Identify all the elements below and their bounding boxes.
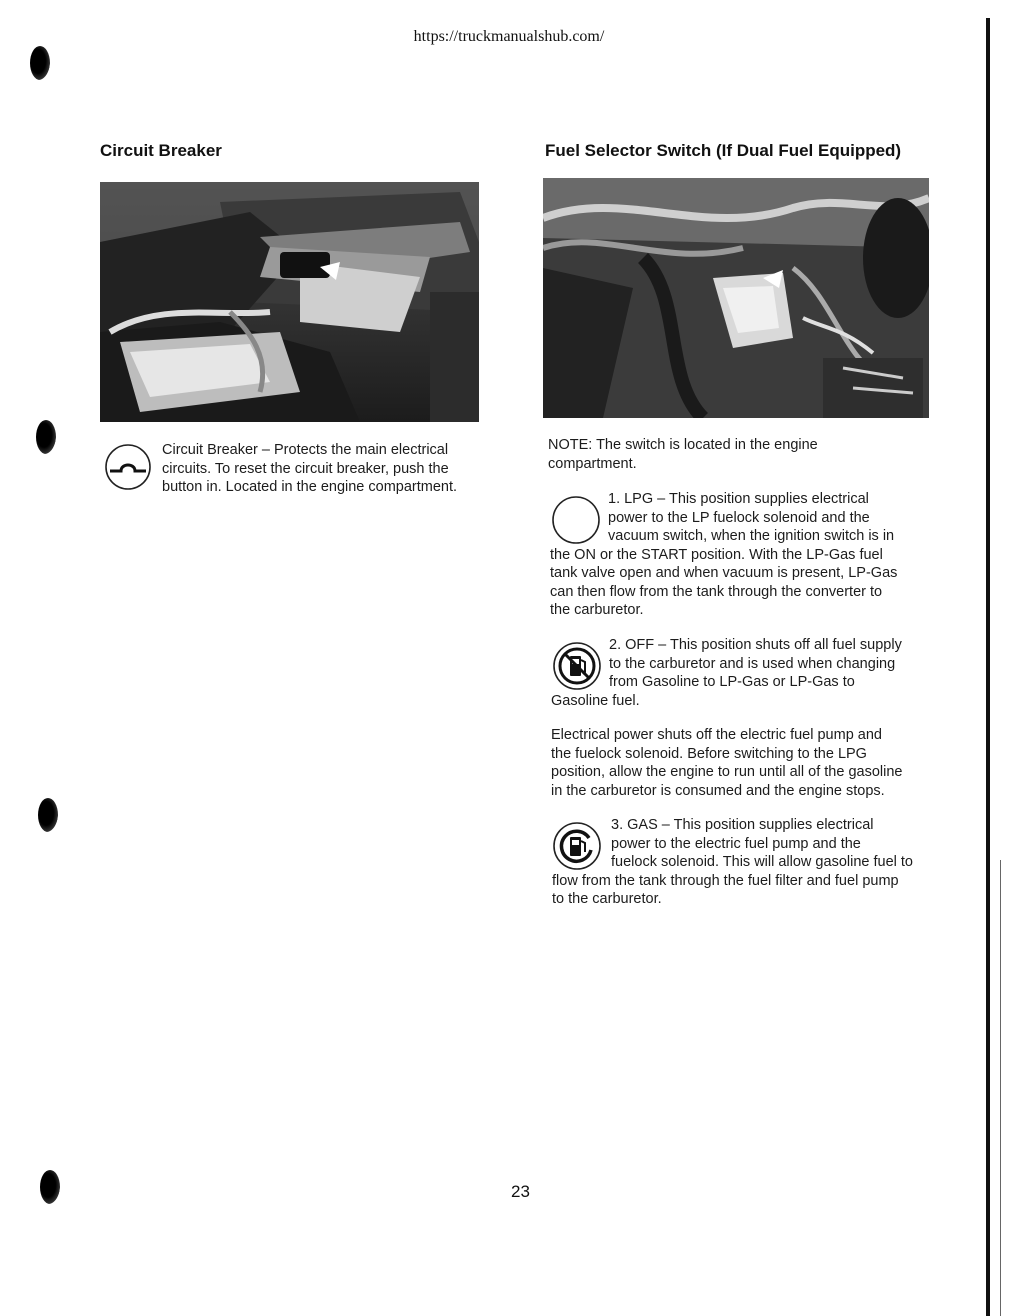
source-url: https://truckmanualshub.com/ — [413, 28, 605, 45]
scan-edge-line — [986, 18, 990, 1316]
circuit-breaker-icon — [104, 441, 152, 493]
lpg-position-icon — [550, 492, 602, 548]
gas-description-bottom: flow from the tank through the fuel filter and fuel pump to the carburetor. — [552, 872, 899, 907]
off-description-bottom: Gasoline fuel. — [551, 692, 640, 709]
fuel-selector-photo — [543, 178, 929, 418]
circuit-breaker-photo — [100, 182, 479, 422]
fuel-selector-heading: Fuel Selector Switch (If Dual Fuel Equipped) — [545, 141, 902, 160]
binder-hole-3 — [38, 798, 58, 832]
fuel-off-icon — [551, 638, 603, 694]
lpg-description-bottom: the ON or the START position. With the LP-Gas fuel tank valve open and when vacuum is present, LP-Gas can then flow from the tank through the converter to the carburetor. — [550, 546, 898, 618]
note-text: NOTE: The switch is located in the engine compartment. — [548, 437, 818, 472]
lpg-description-top: 1. LPG – This position supplies electrical power to the LP fuelock solenoid and the vacuum switch, when the ignition switch is in — [608, 491, 895, 544]
circuit-breaker-lead: Circuit Breaker — [162, 442, 258, 458]
binder-hole-4 — [40, 1170, 60, 1204]
circuit-breaker-heading: Circuit Breaker — [100, 141, 222, 160]
page-number: 23 — [511, 1182, 530, 1201]
scan-edge-shadow — [1000, 860, 1001, 1316]
gas-description-top: 3. GAS – This position supplies electrical power to the electric fuel pump and the fuelock solenoid. This will allow gasoline fuel to — [611, 817, 913, 870]
lpg-lead: 1. LPG — [608, 491, 654, 507]
gas-position-icon — [551, 818, 603, 874]
binder-hole-1 — [30, 46, 50, 80]
off-description-top: 2. OFF – This position shuts off all fuel supply to the carburetor and is used when changing from Gasoline to LP-Gas or LP-Gas to — [609, 637, 902, 690]
power-paragraph: Electrical power shuts off the electric fuel pump and the fuelock solenoid. Before switching to the LPG position, allow the engine to run until all of the gasoline in the carburetor is consumed and the engine stops. — [551, 727, 903, 799]
circuit-breaker-description: Circuit Breaker – Protects the main electrical circuits. To reset the circuit breaker, push the button in. Located in the engine compartment. — [162, 442, 458, 495]
off-lead: 2. OFF — [609, 637, 655, 653]
binder-hole-2 — [36, 420, 56, 454]
gas-lead: 3. GAS — [611, 817, 658, 833]
